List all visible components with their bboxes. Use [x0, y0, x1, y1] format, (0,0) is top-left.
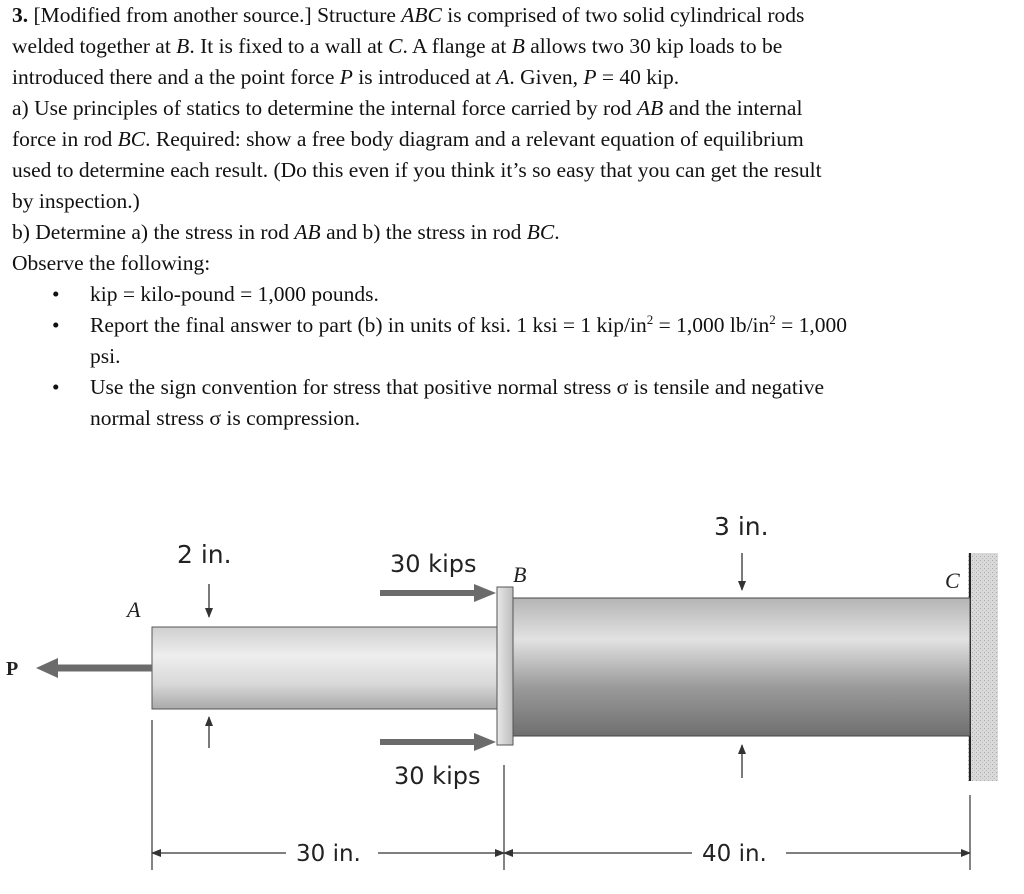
label-b: B [513, 562, 527, 587]
load-bottom-arrowhead [474, 733, 496, 751]
problem-line-1: 3. [Modified from another source.] Structure ABC is comprised of two solid cylindrical rods [12, 3, 805, 27]
rod-ab [152, 627, 498, 709]
load-bottom-label: 30 kips [394, 762, 481, 790]
bullet-item: • kip = kilo-pound = 1,000 pounds. [12, 279, 1022, 310]
label-a: A [127, 597, 141, 622]
dim-ab-length: 30 in. [296, 841, 361, 867]
bullet-continuation: psi. [90, 344, 121, 368]
dim-bc-diameter: 3 in. [714, 512, 769, 541]
part-a-line-1: a) Use principles of statics to determine the internal force carried by rod AB and the internal [12, 96, 803, 120]
bullet-item: • Use the sign convention for stress that positive normal stress σ is tensile and negative [12, 372, 1022, 403]
dim-bc-length: 40 in. [702, 841, 767, 867]
bullet-item: • Report the final answer to part (b) in units of ksi. 1 ksi = 1 kip/$in^2 = 1,000$ $lb/in^2 = 1,000$ [12, 310, 1022, 341]
part-a-line-4: by inspection.) [12, 189, 140, 213]
load-top-label: 30 kips [390, 550, 477, 578]
problem-number: 3. [12, 3, 29, 27]
label-p: P [6, 658, 19, 680]
rod-bc [512, 598, 970, 736]
observe-heading: Observe the following: [12, 251, 211, 275]
part-a-line-2: force in rod BC. Required: show a free body diagram and a relevant equation of equilibrium [12, 127, 804, 151]
bullet-icon: • [52, 282, 60, 306]
force-p-arrowhead [36, 658, 58, 678]
load-top-arrowhead [474, 584, 496, 602]
bullet-icon: • [52, 375, 60, 399]
problem-line-3: introduced there and a the point force P is introduced at A. Given, P = 40 kip. [12, 65, 680, 89]
dim-ab-diameter: 2 in. [177, 540, 232, 569]
part-a-line-3: used to determine each result. (Do this even if you think it’s so easy that you can get the result [12, 158, 822, 182]
label-c: C [945, 568, 960, 593]
bullet-continuation: normal stress σ is compression. [90, 406, 361, 430]
part-b-line: b) Determine a) the stress in rod AB and b) the stress in rod BC. [12, 220, 560, 244]
problem-line-2: welded together at B. It is fixed to a wall at C. A flange at B allows two 30 kip loads to be [12, 34, 783, 58]
wall-support [968, 553, 998, 781]
bullet-icon: • [52, 313, 60, 337]
flange-b [497, 587, 513, 745]
